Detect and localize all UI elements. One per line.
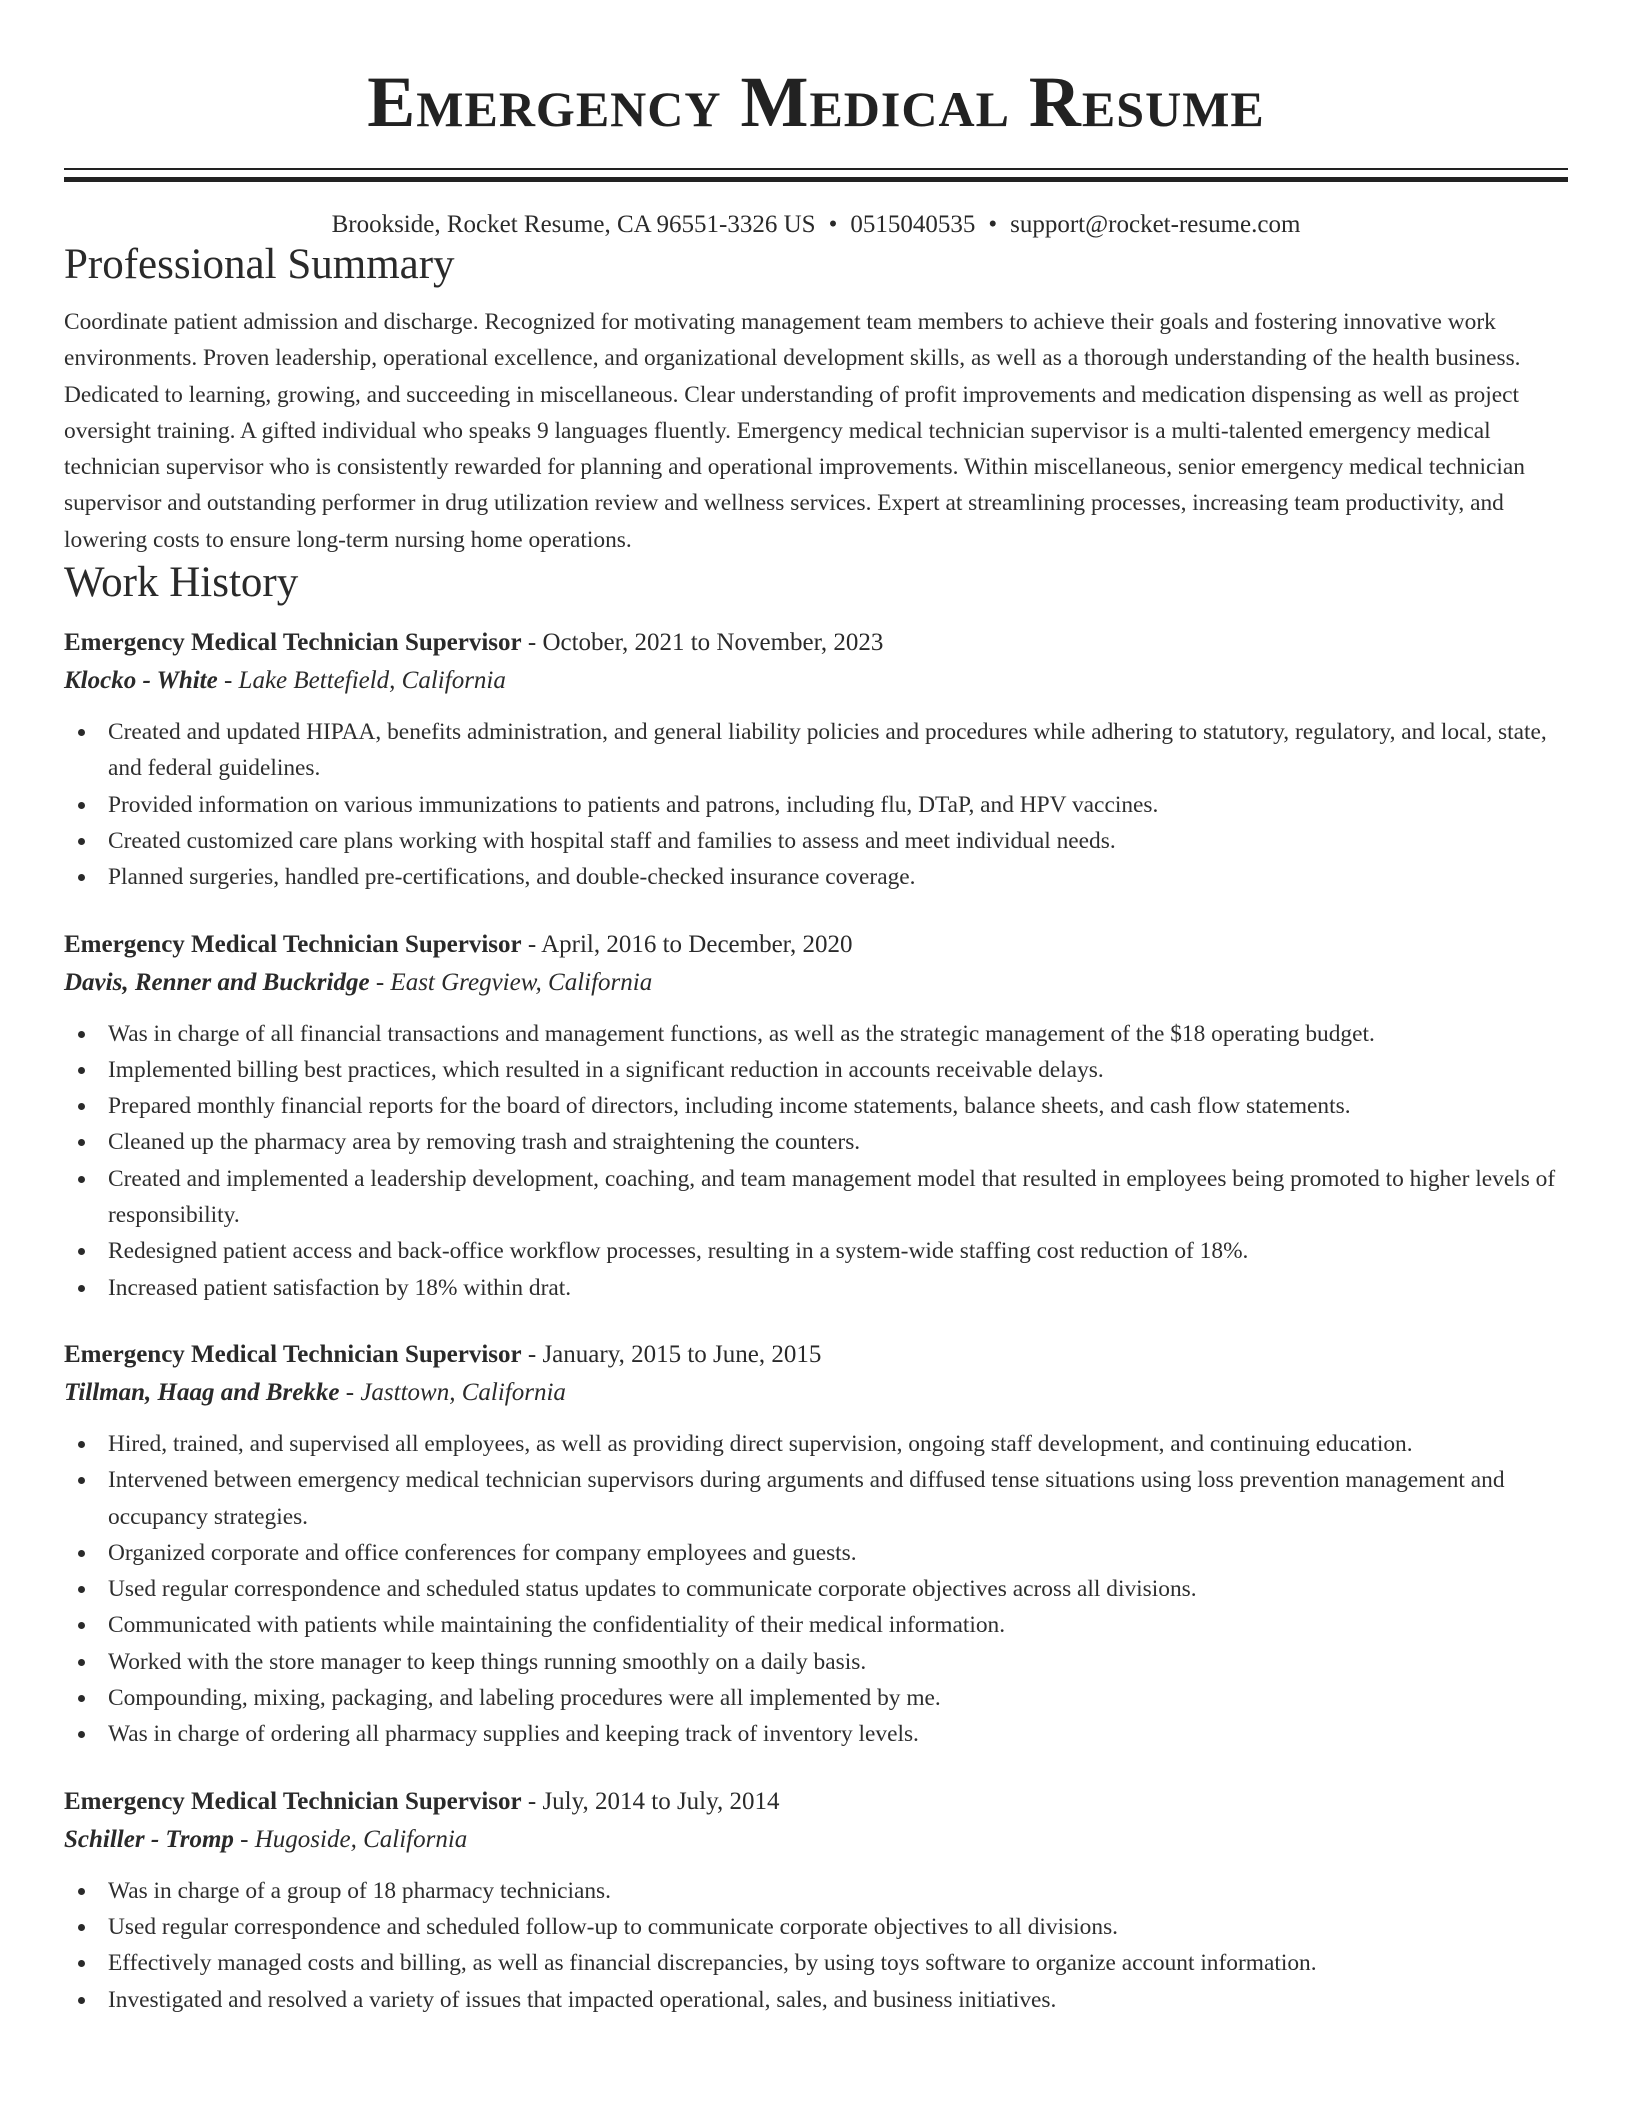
job-dates: January, 2015 to June, 2015 bbox=[542, 1340, 822, 1368]
list-item: Created and updated HIPAA, benefits administration, and general liability policies and procedures while adhering to statutory, regulatory, and local, state, and federal guidelines. bbox=[108, 714, 1568, 787]
list-item: Intervened between emergency medical technician supervisors during arguments and diffused tense situations using loss prevention management and occupancy strategies. bbox=[108, 1462, 1568, 1535]
job-dates: July, 2014 to July, 2014 bbox=[542, 1787, 780, 1815]
job-role: Emergency Medical Technician Supervisor bbox=[64, 629, 522, 657]
job-entry bbox=[64, 926, 1568, 1306]
list-item: Hired, trained, and supervised all employees, as well as providing direct supervision, ongoing staff development, and continuing education. bbox=[108, 1426, 1568, 1462]
resume-page bbox=[64, 0, 1568, 2018]
job-role: Emergency Medical Technician Supervisor bbox=[64, 1787, 522, 1815]
job-title-line: Emergency Medical Technician Supervisor - July, 2014 to July, 2014 bbox=[64, 1787, 780, 1815]
job-company-line: Klocko - White - Lake Bettefield, California bbox=[64, 667, 506, 695]
section-heading-work-history: Work History bbox=[64, 559, 299, 607]
contact-phone: 0515040535 bbox=[850, 211, 976, 238]
job-location: Lake Bettefield, California bbox=[238, 667, 506, 695]
job-company: Schiller - Tromp bbox=[64, 1825, 234, 1853]
list-item: Redesigned patient access and back-office workflow processes, resulting in a system-wide staffing cost reduction of 18%. bbox=[108, 1233, 1568, 1269]
list-item: Increased patient satisfaction by 18% within drat. bbox=[108, 1270, 1568, 1306]
list-item: Planned surgeries, handled pre-certifications, and double-checked insurance coverage. bbox=[108, 859, 1568, 895]
list-item: Was in charge of ordering all pharmacy supplies and keeping track of inventory levels. bbox=[108, 1716, 1568, 1752]
contact-address: Brookside, Rocket Resume, CA 96551-3326 US bbox=[331, 211, 816, 238]
job-company: Klocko - White bbox=[64, 667, 218, 695]
job-role: Emergency Medical Technician Supervisor bbox=[64, 1340, 522, 1368]
job-location: Jasttown, California bbox=[360, 1378, 566, 1406]
job-entry bbox=[64, 624, 1568, 895]
job-dates: October, 2021 to November, 2023 bbox=[542, 629, 884, 657]
job-title-line: Emergency Medical Technician Supervisor - October, 2021 to November, 2023 bbox=[64, 629, 884, 657]
job-location: East Gregview, California bbox=[390, 968, 653, 996]
job-company: Tillman, Haag and Brekke bbox=[64, 1378, 340, 1406]
list-item: Was in charge of a group of 18 pharmacy technicians. bbox=[108, 1873, 1568, 1909]
resume-title: Emergency Medical Resume bbox=[367, 62, 1265, 142]
list-item: Investigated and resolved a variety of issues that impacted operational, sales, and business initiatives. bbox=[108, 1982, 1568, 2018]
title-divider-thick bbox=[64, 177, 1568, 182]
job-company-line: Davis, Renner and Buckridge - East Gregview, California bbox=[64, 968, 653, 996]
title-divider-thin bbox=[64, 168, 1568, 170]
job-title-line: Emergency Medical Technician Supervisor - January, 2015 to June, 2015 bbox=[64, 1340, 822, 1368]
list-item: Provided information on various immunizations to patients and patrons, including flu, DTaP, and HPV vaccines. bbox=[108, 787, 1568, 823]
list-item: Was in charge of all financial transactions and management functions, as well as the strategic management of the $18 operating budget. bbox=[108, 1016, 1568, 1052]
job-company-line: Tillman, Haag and Brekke - Jasttown, California bbox=[64, 1378, 566, 1406]
list-item: Used regular correspondence and scheduled follow-up to communicate corporate objectives to all divisions. bbox=[108, 1909, 1568, 1945]
job-location: Hugoside, California bbox=[254, 1825, 468, 1853]
contact-email: support@rocket-resume.com bbox=[1010, 211, 1301, 238]
summary-paragraph: Coordinate patient admission and discharge. Recognized for motivating management team members to achieve their goals and fostering innovative work environments. Proven leadership, operational excellence, and organizational development skills, as well as a thorough understanding of the health business. Dedicated to learning, growing, and succeeding in miscellaneous. Clear understanding of profit improvements and medication dispensing as well as project oversight training. A gifted individual who speaks 9 languages fluently. Emergency medical technician supervisor is a multi-talented emergency medical technician supervisor who is consistently rewarded for planning and operational improvements. Within miscellaneous, senior emergency medical technician supervisor and outstanding performer in drug utilization review and wellness services. Expert at streamlining processes, increasing team productivity, and lowering costs to ensure long-term nursing home operations. bbox=[64, 309, 1525, 553]
job-company: Davis, Renner and Buckridge bbox=[64, 968, 370, 996]
contact-separator: • bbox=[988, 211, 998, 238]
list-item: Implemented billing best practices, which resulted in a significant reduction in accounts receivable delays. bbox=[108, 1052, 1568, 1088]
contact-info bbox=[64, 210, 1568, 240]
list-item: Compounding, mixing, packaging, and labeling procedures were all implemented by me. bbox=[108, 1680, 1568, 1716]
contact-separator: • bbox=[828, 211, 838, 238]
job-dates: April, 2016 to December, 2020 bbox=[541, 930, 853, 958]
section-heading-summary: Professional Summary bbox=[64, 241, 455, 288]
job-bullet-list bbox=[64, 1426, 1568, 1753]
job-entry bbox=[64, 1783, 1568, 2018]
list-item: Effectively managed costs and billing, as well as financial discrepancies, by using toys software to organize account information. bbox=[108, 1945, 1568, 1981]
list-item: Used regular correspondence and scheduled status updates to communicate corporate objectives across all divisions. bbox=[108, 1571, 1568, 1607]
list-item: Communicated with patients while maintaining the confidentiality of their medical information. bbox=[108, 1607, 1568, 1643]
job-bullet-list bbox=[64, 714, 1568, 895]
list-item: Cleaned up the pharmacy area by removing trash and straightening the counters. bbox=[108, 1124, 1568, 1160]
job-title-line: Emergency Medical Technician Supervisor - April, 2016 to December, 2020 bbox=[64, 930, 853, 958]
job-company-line: Schiller - Tromp - Hugoside, California bbox=[64, 1825, 468, 1853]
list-item: Created customized care plans working with hospital staff and families to assess and meet individual needs. bbox=[108, 823, 1568, 859]
job-bullet-list bbox=[64, 1016, 1568, 1306]
list-item: Worked with the store manager to keep things running smoothly on a daily basis. bbox=[108, 1644, 1568, 1680]
job-role: Emergency Medical Technician Supervisor bbox=[64, 930, 522, 958]
job-bullet-list bbox=[64, 1873, 1568, 2018]
list-item: Created and implemented a leadership development, coaching, and team management model that resulted in employees being promoted to higher levels of responsibility. bbox=[108, 1161, 1568, 1234]
list-item: Prepared monthly financial reports for the board of directors, including income statements, balance sheets, and cash flow statements. bbox=[108, 1088, 1568, 1124]
list-item: Organized corporate and office conferences for company employees and guests. bbox=[108, 1535, 1568, 1571]
job-entry bbox=[64, 1336, 1568, 1753]
